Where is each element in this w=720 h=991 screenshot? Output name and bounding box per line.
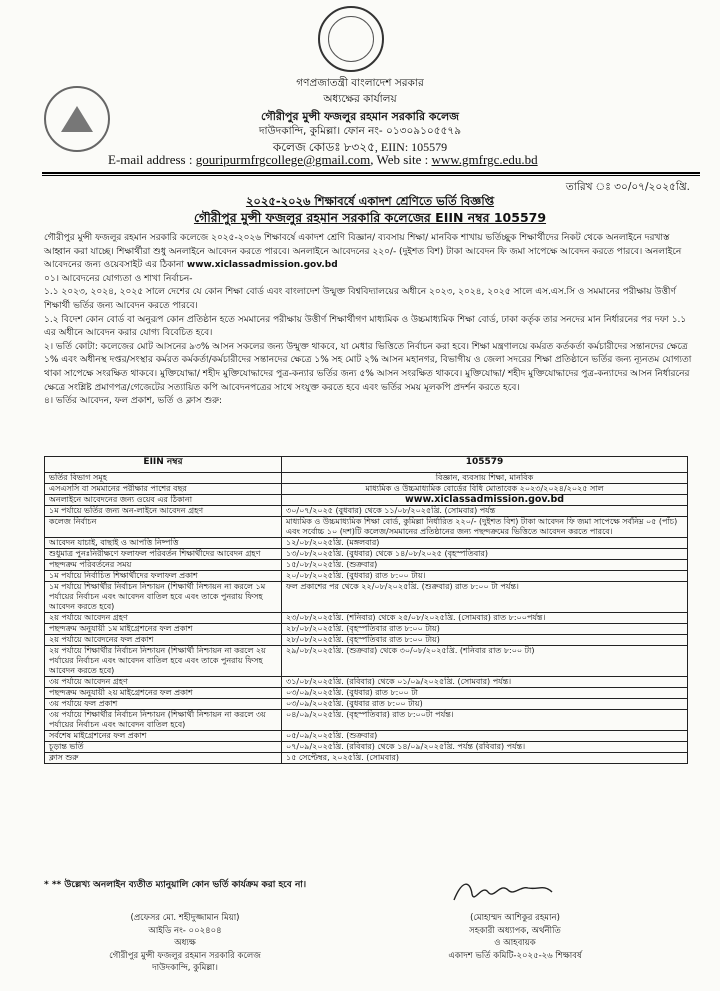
row-value: ২৮/০৮/২০২৫খ্রি. (বৃহস্পতিবার রাত ৮:০০ টায়) <box>282 635 688 646</box>
table-row <box>45 753 688 764</box>
header-divider <box>42 172 700 174</box>
government-seal-icon <box>318 6 384 72</box>
row-label: ১ম পর্যায়ে ভর্তির জন্য অন-লাইনে আবেদন গ্রহণ <box>45 506 282 517</box>
row-value: ০৭/০৯/২০২৫খ্রি. (রবিবার) থেকে ১৪/০৯/২০২৫খ্রি. পর্যন্ত (রবিবার) পর্যন্ত। <box>282 742 688 753</box>
row-label: শুধুমাত্র পুনঃনিরীক্ষণে ফলাফল পরিবর্তন শিক্ষার্থীদের আবেদন গ্রহণ <box>45 549 282 560</box>
row-value: ২৩/০৮/২০২৫খ্রি. (শনিবার) থেকে ২৫/০৮/২০২৫খ্রি. (সোমবার) রাত ৮:০০পর্যন্ত। <box>282 613 688 624</box>
admission-website-link[interactable]: www.xiclassadmission.gov.bd <box>186 260 338 271</box>
table-row <box>45 560 688 571</box>
row-value: ০৪/০৯/২০২৫খ্রি. (বৃহস্পতিবার) রাত ৮:০০টা পর্যন্ত। <box>282 710 688 731</box>
table-row <box>45 582 688 613</box>
college-seal-icon <box>44 86 110 152</box>
table-header-row <box>45 457 688 473</box>
section-1-1: ১.১ ২০২৩, ২০২৪, ২০২৫ সালে দেশের যে কোন শিক্ষা বোর্ড এবং বাংলাদেশ উন্মুক্ত বিশ্ববিদ্যালয়ের অধীনে ২০২৩, ২০২৪, ২০২৫ সালে এস.এস.সি ও সমমানের পরীক্ষায় উত্তীর্ণ শিক্ষার্থী ভর্তির জন্য আবেদন করতে পারবে। <box>44 287 676 311</box>
header-college-code: কলেজ কোডঃ ৮৩২৫, EIIN: 105579 <box>272 140 448 154</box>
section-2-quota: ২। ভর্তি কোটা: কলেজের মোট আসনের ৯৩% আসন সকলের জন্য উন্মুক্ত থাকবে, যা মেধার ভিত্তিতে নির্বাচন করা হবে। শিক্ষা মন্ত্রণালয়ে কর্মরত কর্তকর্তা কর্মচারীদের সন্তানদের ক্ষেত্রে ১% এবং অধীনস্থ দপ্তর/সংস্থার কর্মরত কর্মকর্তা/কর্মচারীদের সন্তানদের ক্ষেত্রে ১% সহ মোট ২% আসন মহানগর, বিভাগীয় ও জেলা সদরের শিক্ষা প্রতিষ্ঠানে ভর্তির জন্য ন্যূনতম যোগ্যতা থাকা সাপেক্ষে সংরক্ষিত থাকবে। মুক্তিযোদ্ধা/ শহীদ মুক্তিযোদ্ধাদের পুত্র-কন্যার ভর্তির জন্য ৫% আসন সংরক্ষিত থাকবে। মুক্তিযোদ্ধা/ শহীদ মুক্তিযোদ্ধাদের পুত্র-কন্যাদের আসন নির্ধারনের ক্ষেত্রে সংশ্লিষ্ট প্রমাণপত্র/গেজেটের সত্যায়িত কপি আবেদনপত্রের সাথে সংযুক্ত করতে হবে এবং ভর্তির সময় মূলকপি প্রদর্শন করতে হবে। <box>44 341 692 393</box>
row-value: ফল প্রকাশের পর থেকে ২২/০৮/২০২৫খ্রি. (শুক্রবার) রাত ৮:০০ টা পর্যন্ত। <box>282 582 688 613</box>
table-row <box>45 731 688 742</box>
table-row <box>45 646 688 677</box>
row-label: এসএসসি বা সমমানের পরীক্ষার পাশের বছর <box>45 484 282 495</box>
table-row <box>45 506 688 517</box>
row-label: ২য় পর্যায়ে আবেদন গ্রহণ <box>45 613 282 624</box>
row-label: ২য় পর্যায়ে শিক্ষার্থীর নির্বাচন নিশ্চায়ন (শিক্ষার্থী নিশ্চায়ন না করলে ২য় পর্যায়ের নির্বাচন এবং আবেদন বাতিল হবে এবং তাকে পুনরায় ফিসহ আবেদন করতে হবে) <box>45 646 282 677</box>
signature-block-convener <box>400 912 630 962</box>
section-1-2: ১.২ বিদেশ কোন বোর্ড বা অনুরূপ কোন প্রতিষ্ঠান হতে সমমানের পরীক্ষায় উত্তীর্ণ শিক্ষার্থীগণ মাধ্যমিক ও উচ্চমাধ্যমিক শিক্ষা বোর্ড, ঢাকা কর্তৃক তার সনদের মান নির্ধারনের পর দফা ১.১ এর অধীনে আবেদন করার যোগ্য বিবেচিত হবে। <box>44 314 687 339</box>
section-1-heading: ০১। আবেদনের যোগ্যতা ও শাখা নির্বাচন- <box>44 273 193 284</box>
row-label: পছন্দক্রম পরিবর্তনের সময় <box>45 560 282 571</box>
principal-name: (প্রফেসর মো. শহীদুজ্জামান মিয়া) <box>130 913 240 923</box>
row-label: চূড়ান্ত ভর্তি <box>45 742 282 753</box>
header-office: অধ্যক্ষের কার্যালয় <box>323 93 397 105</box>
principal-address: দাউদকান্দি, কুমিল্লা। <box>152 963 218 973</box>
notice-subtitle: গৌরীপুর মুন্সী ফজলুর রহমান সরকারি কলেজের EIIN নম্বর 105579 <box>193 210 547 225</box>
row-label: ১ম পর্যায়ে নির্বাচিত শিক্ষার্থীদের ফলাফল প্রকাশ <box>45 571 282 582</box>
row-value: মাধ্যমিক ও উচ্চমাধ্যমিক বোর্ডের বিধি মোতাবেক ২০২৩/২০২৪/২০২৫ সাল <box>282 484 688 495</box>
row-value: ০৫/০৯/২০২৫খ্রি. (শুক্রবার) <box>282 731 688 742</box>
row-value: www.xiclassadmission.gov.bd <box>282 495 688 506</box>
table-row <box>45 742 688 753</box>
row-label: ৩য় পর্যায়ে আবেদন গ্রহণ <box>45 677 282 688</box>
convener-role: ও আহবায়ক <box>494 938 536 948</box>
table-row <box>45 473 688 484</box>
principal-college: গৌরীপুর মুন্সী ফজলুর রহমান সরকারি কলেজ <box>109 950 261 961</box>
row-label: ২য় পর্যায়ে আবেদনের ফল প্রকাশ <box>45 635 282 646</box>
table-row <box>45 549 688 560</box>
table-row <box>45 484 688 495</box>
intro-text: গৌরীপুর মুন্সী ফজলুর রহমান সরকারি কলেজে ২০২৫-২০২৬ শিক্ষাবর্ষে একাদশ শ্রেণি বিজ্ঞান/ ব্যবসায় শিক্ষা/ মানবিক শাখায় ভর্তিচ্ছুক শিক্ষার্থীদের নিকট থেকে অনলাইনে দরখাস্ত আহ্বান করা যাচ্ছে। শিক্ষার্থীরা শুধু অনলাইনে আবেদন করতে পারবে। অনলাইনে আবেদনের ২২০/- (দুইশত বিশ) টাকা আবেদন ফি জমা সাপেক্ষে আবেদন করতে পারবে। অনলাইনে আবেদনের জন্য ওয়েবসাইট এর ঠিকানা <box>44 233 682 271</box>
email-link[interactable]: gouripurmfrgcollege@gmail.com <box>195 152 371 167</box>
table-row <box>45 635 688 646</box>
notice-date: তারিখ ঃ ৩০/০৭/২০২৫খ্রি. <box>565 181 690 193</box>
row-value: মাধ্যমিক ও উচ্চমাধ্যমিক শিক্ষা বোর্ড, কুমিল্লা নির্ধারিত ২২০/- (দুইশত বিশ) টাকা আবেদন ফি জমা সাপেক্ষে সর্বনিম্ন ০৫ (পাঁচ) এবং সর্বোচ্চ ১০ (দশ)টি কলেজ/সমমানের প্রতিষ্ঠানের জন্য পছন্দক্রমের ভিত্তিতে আবেদন করতে পারবে। <box>282 517 688 538</box>
section-4-heading: ৪। ভর্তির আবেদন, ফল প্রকাশ, ভর্তি ও ক্লাস শুরু: <box>44 396 223 407</box>
row-label: ক্লাস শুরু <box>45 753 282 764</box>
row-label: ৩য় পর্যায়ে শিক্ষার্থীর নির্বাচন নিশ্চায়ন (শিক্ষার্থী নিশ্চায়ন না করলে ৩য় পর্যায়ের নির্বাচন এবং আবেদন বাতিল হবে) <box>45 710 282 731</box>
row-label: আবেদন যাচাই, বাছাই ও আপত্তি নিষ্পত্তি <box>45 538 282 549</box>
web-label: , Web site : <box>370 152 432 167</box>
table-row <box>45 538 688 549</box>
row-value: ০৩/০৯/২০২৫খ্রি. (বুধবার রাত ৮:০০ টায়) <box>282 699 688 710</box>
handwritten-signature-icon <box>448 874 558 910</box>
row-value: ১২/০৮/২০২৫খ্রি. (মঙ্গলবার) <box>282 538 688 549</box>
principal-title: অধ্যক্ষ <box>174 938 196 948</box>
row-value: ০৩/০৯/২০২৫খ্রি. (বুধবার) রাত ৮:০০ টা <box>282 688 688 699</box>
table-row <box>45 517 688 538</box>
row-value: বিজ্ঞান, ব্যবসায় শিক্ষা, মানবিক <box>282 473 688 484</box>
convener-committee: একাদশ ভর্তি কমিটি-২০২৫-২৬ শিক্ষাবর্ষ <box>448 950 582 961</box>
table-row <box>45 613 688 624</box>
row-value: ২৮/০৮/২০২৫খ্রি. (বৃহস্পতিবার রাত ৮:০০ টায়) <box>282 624 688 635</box>
row-value: ২৯/০৮/২০২৫খ্রি. (শুক্রবার) থেকে ৩০/০৮/২০২৫খ্রি. (শনিবার রাত ৮:০০ টা) <box>282 646 688 677</box>
notice-title: ২০২৫-২০২৬ শিক্ষাবর্ষে একাদশ শ্রেণিতে ভর্তি বিজ্ঞপ্তি <box>245 194 495 208</box>
row-value: ১৩/০৮/২০২৫খ্রি. (বুধবার) থেকে ১৪/০৮/২০২৫ (বৃহস্পতিবার) <box>282 549 688 560</box>
row-value: ৩০/০৭/২০২৫ (বুধবার) থেকে ১১/০৮/২০২৫খ্রি. (সোমবার) পর্যন্ত <box>282 506 688 517</box>
header-address-phone: দাউদকান্দি, কুমিল্লা। ফোন নং- ০১৩০৯১০৫৫৭৯ <box>258 125 462 137</box>
row-label: পছন্দক্রম অনুযায়ী ১ম মাইগ্রেশনের ফল প্রকাশ <box>45 624 282 635</box>
row-label: সর্বশেষ মাইগ্রেশনের ফল প্রকাশ <box>45 731 282 742</box>
row-label: ভর্তির বিভাগ সমূহ <box>45 473 282 484</box>
table-row <box>45 495 688 506</box>
intro-paragraph <box>44 232 692 273</box>
header-government: গণপ্রজাতন্ত্রী বাংলাদেশ সরকার <box>296 77 424 89</box>
row-value: ১৫/০৮/২০২৫খ্রি. (শুক্রবার) <box>282 560 688 571</box>
row-label: ৩য় পর্যায়ে ফল প্রকাশ <box>45 699 282 710</box>
row-label: অনলাইনে আবেদনের জন্য ওয়েব এর ঠিকানা <box>45 495 282 506</box>
row-value: ৩১/০৮/২০২৫খ্রি. (রবিবার) থেকে ০১/০৯/২০২৫খ্রি. (সোমবার) পর্যন্ত। <box>282 677 688 688</box>
table-row <box>45 571 688 582</box>
row-label: ১ম পর্যায়ে শিক্ষার্থীর নির্বাচন নিশ্চায়ন (শিক্ষার্থী নিশ্চায়ন না করলে ১ম পর্যায়ের নির্বাচন এবং আবেদন বাতিল হবে এবং তাকে পুনরায় ফিসহ আবেদন করতে হবে) <box>45 582 282 613</box>
row-value: ২০/০৮/২০২৫খ্রি. (বুধবার) রাত ৮:০০ টায়। <box>282 571 688 582</box>
email-label: E-mail address : <box>108 152 196 167</box>
convener-name: (মোহাম্মদ আশিকুর রহমান) <box>470 913 560 923</box>
admission-schedule-table <box>44 456 688 764</box>
table-row <box>45 624 688 635</box>
table-row <box>45 688 688 699</box>
principal-id: আইডি নং- ০০২৪০৪ <box>148 925 222 936</box>
footnote: * ** উল্লেখ্য অনলাইন ব্যতীত ম্যানুয়ালি কোন ভর্তি কার্যক্রম করা হবে না। <box>44 880 307 890</box>
row-value: ১৫ সেপ্টেম্বর, ২০২৫খ্রি. (সোমবার) <box>282 753 688 764</box>
table-row <box>45 710 688 731</box>
table-header-cell: EIIN নম্বর <box>45 457 282 473</box>
row-label: কলেজ নির্বাচন <box>45 517 282 538</box>
signature-block-principal <box>70 912 300 975</box>
table-row <box>45 699 688 710</box>
notice-body <box>44 232 692 409</box>
website-link[interactable]: www.gmfrgc.edu.bd <box>431 152 538 167</box>
convener-title: সহকারী অধ্যাপক, অর্থনীতি <box>469 925 561 936</box>
header-college-name: গৌরীপুর মুন্সী ফজলুর রহমান সরকারি কলেজ <box>261 110 459 123</box>
header-divider-thin <box>42 175 700 176</box>
row-label: পছন্দক্রম অনুযায়ী ২য় মাইগ্রেশনের ফল প্রকাশ <box>45 688 282 699</box>
contact-line <box>108 152 708 168</box>
table-header-cell: 105579 <box>282 457 688 473</box>
table-row <box>45 677 688 688</box>
